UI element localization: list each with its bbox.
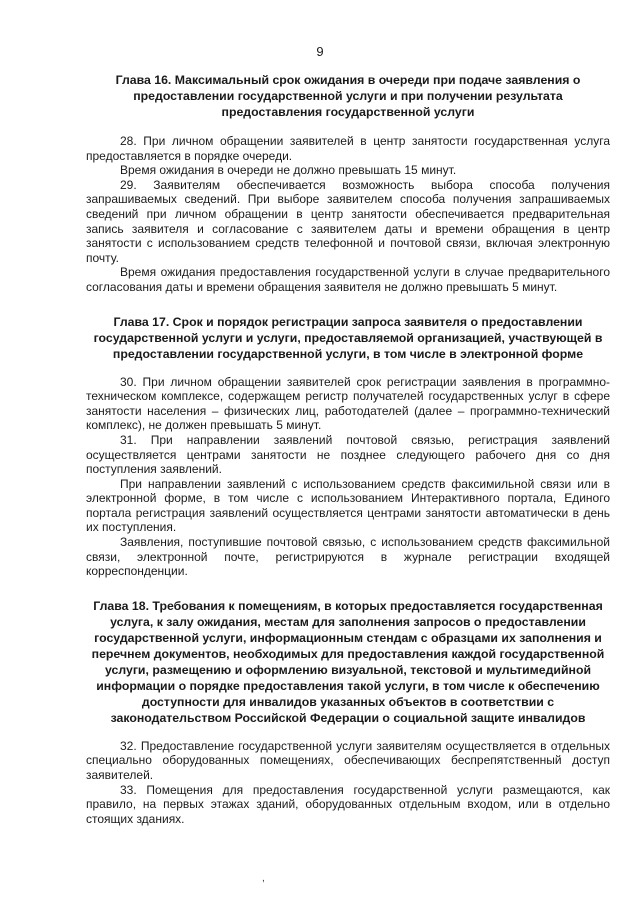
paragraph-31: 31. При направлении заявлений почтовой связью, регистрация заявлений осуществляется центрами занятости не позднее следующего рабочего дня со дня поступления заявлений. xyxy=(86,432,610,477)
paragraph-30: 30. При личном обращении заявителей срок регистрации заявления в программно-техническом комплексе, содержащем регистр получателей государственных услуг в сфере занятости населения – физических лиц, работодателей (далее – программно-технический комплекс), не должен превышать 5 минут. xyxy=(86,374,610,433)
paragraph-29: 29. Заявителям обеспечивается возможность выбора способа получения запрашиваемых сведений. При выборе заявителем способа получения запрашиваемых сведений при личном обращении в центр занятости обеспечивается предварительная запись заявителя и согласование с заявителем даты и времени обращения в центр занятости с использованием средств телефонной и почтовой связи, включая электронную почту. xyxy=(86,177,610,265)
paragraph-28-wait: Время ожидания в очереди не должно превышать 15 минут. xyxy=(120,163,457,178)
paragraph-31-registration: Заявления, поступившие почтовой связью, с использованием средств факсимильной связи, электронной почте, регистрируются в журнале регистрации входящей корреспонденции. xyxy=(86,535,610,579)
chapter-18-heading: Глава 18. Требования к помещениям, в которых предоставляется государственная услуга, к залу ожидания, местам для заполнения запросов о предоставлении государственной услуги, информационным стендам с образцами их заполнения и перечнем документов, необходимых для предоставления каждой государственной услуги, размещению и оформлению визуальной, текстовой и мультимедийной информации о порядке предоставления такой услуги, в том числе к обеспечению доступности для инвалидов указанных объектов в соответствии с законодательством Российской Федерации о социальной защите инвалидов xyxy=(91,598,605,725)
chapter-17-text xyxy=(86,375,610,579)
chapter-18 xyxy=(86,598,610,827)
paragraph-29-wait: Время ожидания предоставления государственной услуги в случае предварительного согласования даты и времени обращения заявителя не должно превышать 5 минут. xyxy=(86,265,610,294)
chapter-17-heading: Глава 17. Срок и порядок регистрации запроса заявителя о предоставлении государственной услуги и услуги, предоставляемой организацией, участвующей в предоставлении государственной услуги, в том числе в электронной форме xyxy=(93,314,603,361)
paragraph-32: 32. Предоставление государственной услуги заявителям осуществляется в отдельных специально оборудованных помещениях, обеспечивающих беспрепятственный доступ заявителей. xyxy=(86,738,610,783)
chapter-16 xyxy=(86,72,610,295)
paragraph-31-electronic: При направлении заявлений с использованием средств факсимильной связи или в электронной форме, в том числе с использованием Интерактивного портала, Единого портала регистрация заявлений осуществляется центрами занятости автоматически в день их поступления. xyxy=(86,476,610,535)
chapter-17 xyxy=(86,314,610,579)
document-body xyxy=(86,72,610,826)
paragraph-28: 28. При личном обращении заявителей в центр занятости государственная услуга предоставляется в порядке очереди. xyxy=(86,134,610,163)
chapter-16-heading: Глава 16. Максимальный срок ожидания в очереди при подаче заявления о предоставлении государственной услуги и при получении результата предоставления государственной услуги xyxy=(115,73,581,119)
chapter-16-text xyxy=(86,134,610,295)
paragraph-33: 33. Помещения для предоставления государственной услуги размещаются, как правило, на первых этажах зданий, оборудованных отдельным входом, или в отдельно стоящих зданиях. xyxy=(86,782,610,826)
scan-speck: , xyxy=(262,873,265,884)
page-number: 9 xyxy=(316,44,324,59)
chapter-18-text xyxy=(86,739,610,827)
